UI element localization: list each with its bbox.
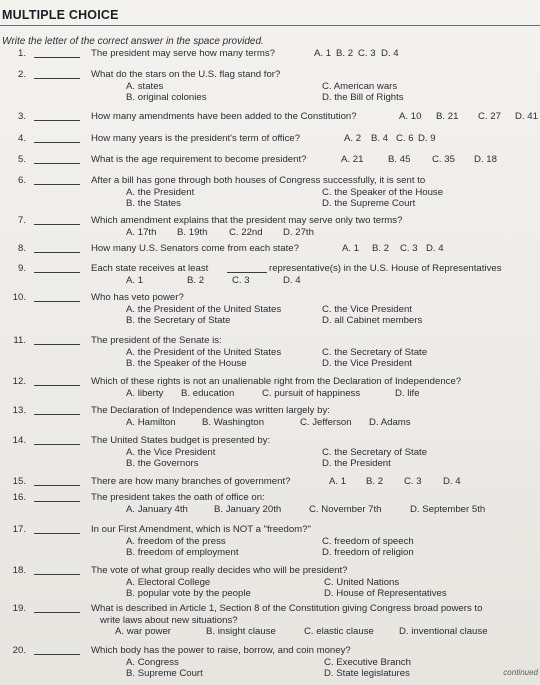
answer-blank[interactable]: [34, 272, 80, 273]
instructions: Write the letter of the correct answer in the space provided.: [2, 36, 264, 47]
answer-option: C. pursuit of happiness: [262, 387, 361, 399]
answer-option: B. January 20th: [214, 503, 282, 515]
question-number: 12.: [12, 376, 26, 387]
question-2: [0, 69, 540, 104]
answer-option: A. 1: [329, 476, 347, 487]
answer-option: D. House of Representatives: [324, 588, 447, 599]
question-text: There are how many branches of government?: [91, 476, 291, 487]
answer-option: A. Electoral College: [126, 576, 211, 588]
question-number: 17.: [12, 524, 26, 535]
answer-option: D. September 5th: [410, 503, 486, 515]
answer-option: A. 10: [399, 111, 422, 122]
question-5: [0, 154, 540, 166]
question-text: The vote of what group really decides who will be president?: [91, 565, 348, 576]
answer-option: C. United Nations: [324, 576, 400, 588]
answer-option: C. 3: [400, 243, 418, 254]
answer-option: B. Supreme Court: [126, 668, 203, 679]
answer-blank[interactable]: [34, 485, 80, 486]
question-number: 5.: [17, 154, 26, 165]
answer-option: B. the Governors: [126, 458, 199, 469]
question-text: The president of the Senate is:: [91, 335, 222, 346]
question-text: Each state receives at least: [91, 263, 209, 274]
answer-option: C. 35: [432, 154, 455, 165]
answer-blank[interactable]: [34, 224, 80, 225]
answer-option: A. war power: [115, 626, 171, 637]
answer-option: C. Executive Branch: [324, 656, 411, 668]
question-number: 1.: [17, 48, 26, 59]
answer-option: D. 4: [443, 476, 461, 487]
question-1: [0, 48, 540, 60]
answer-option: D. the Bill of Rights: [322, 92, 404, 103]
question-number: 6.: [17, 175, 26, 186]
answer-blank[interactable]: [34, 385, 80, 386]
answer-option: C. 27: [478, 111, 501, 122]
answer-option: C. American wars: [322, 80, 398, 92]
question-text: How many amendments have been added to the Constitution?: [91, 111, 357, 122]
answer-option: C. 3: [404, 476, 422, 487]
question-18: [0, 565, 540, 600]
question-8: [0, 243, 540, 255]
question-6: [0, 175, 540, 210]
answer-option: C. the Vice President: [322, 303, 412, 315]
answer-option: C. elastic clause: [304, 626, 374, 637]
question-number: 10.: [12, 292, 26, 303]
question-text: The president may serve how many terms?: [91, 48, 275, 59]
answer-blank[interactable]: [34, 120, 80, 121]
question-20: [0, 645, 540, 680]
question-text: The president takes the oath of office on:: [91, 492, 265, 503]
answer-option: D. 41: [515, 111, 538, 122]
answer-blank[interactable]: [34, 574, 80, 575]
answer-option: A. the President of the United States: [126, 346, 282, 358]
answer-option: B. 2: [187, 274, 205, 286]
question-text: How many U.S. Senators come from each state?: [91, 243, 299, 254]
answer-option: C. November 7th: [309, 503, 382, 515]
question-number: 18.: [12, 565, 26, 576]
question-number: 7.: [17, 215, 26, 226]
question-text: The Declaration of Independence was written largely by:: [91, 405, 330, 416]
question-13: [0, 405, 540, 428]
answer-blank[interactable]: [34, 142, 80, 143]
answer-option: C. 3: [358, 48, 376, 59]
answer-option: D. inventional clause: [399, 626, 488, 637]
answer-option: B. 4: [371, 133, 389, 144]
answer-option: B. 45: [388, 154, 411, 165]
question-number: 2.: [17, 69, 26, 80]
question-text: What is described in Article 1, Section 8 of the Constitution giving Congress broad powers to: [91, 603, 483, 614]
question-text: Who has veto power?: [91, 292, 184, 303]
answer-blank[interactable]: [34, 444, 80, 445]
question-11: [0, 335, 540, 370]
question-number: 4.: [17, 133, 26, 144]
answer-option: D. Adams: [369, 416, 411, 428]
question-14: [0, 435, 540, 470]
answer-blank[interactable]: [34, 533, 80, 534]
answer-blank[interactable]: [34, 57, 80, 58]
question-number: 20.: [12, 645, 26, 656]
question-10: [0, 292, 540, 327]
question-19: [0, 603, 540, 638]
answer-option: A. liberty: [126, 387, 164, 399]
question-12: [0, 376, 540, 399]
question-text: Which body has the power to raise, borrow, and coin money?: [91, 645, 351, 656]
answer-option: D. 4: [426, 243, 444, 254]
answer-option: A. January 4th: [126, 503, 188, 515]
question-number: 14.: [12, 435, 26, 446]
answer-option: A. 1: [342, 243, 360, 254]
question-number: 9.: [17, 263, 26, 274]
answer-option: A. the Vice President: [126, 446, 216, 458]
answer-option: A. 1: [314, 48, 332, 59]
answer-option: D. 18: [474, 154, 497, 165]
answer-option: A. Hamilton: [126, 416, 176, 428]
question-number: 11.: [13, 335, 26, 346]
question-9: [0, 263, 540, 286]
continued-note: continued: [503, 668, 538, 677]
answer-option: A. 1: [126, 274, 144, 286]
question-text: Which of these rights is not an unalienable right from the Declaration of Independence?: [91, 376, 462, 387]
answer-blank[interactable]: [34, 344, 80, 345]
answer-option: D. 4: [283, 274, 301, 286]
answer-option: C. the Secretary of State: [322, 346, 428, 358]
answer-blank[interactable]: [34, 654, 80, 655]
answer-option: B. 2: [366, 476, 384, 487]
answer-option: A. 17th: [126, 226, 157, 238]
answer-option: B. 19th: [177, 226, 208, 238]
answer-option: D. 9: [418, 133, 436, 144]
question-text-continued: write laws about new situations?: [100, 614, 238, 626]
answer-option: B. education: [181, 387, 235, 399]
answer-option: B. 21: [436, 111, 459, 122]
title-divider: [0, 25, 540, 26]
answer-blank[interactable]: [34, 301, 80, 302]
answer-blank[interactable]: [34, 612, 80, 613]
answer-option: D. freedom of religion: [322, 547, 414, 558]
answer-blank[interactable]: [34, 78, 80, 79]
answer-option: B. 2: [372, 243, 390, 254]
answer-option: B. 2: [336, 48, 354, 59]
question-number: 3.: [17, 111, 26, 122]
question-number: 13.: [12, 405, 26, 416]
section-title: MULTIPLE CHOICE: [2, 8, 119, 22]
answer-option: C. Jefferson: [300, 416, 352, 428]
question-7: [0, 215, 540, 238]
question-number: 15.: [12, 476, 26, 487]
question-number: 19.: [12, 603, 26, 614]
answer-blank[interactable]: [34, 501, 80, 502]
answer-option: C. freedom of speech: [322, 535, 414, 547]
answer-option: A. the President: [126, 186, 195, 198]
answer-blank[interactable]: [34, 184, 80, 185]
answer-option: D. the Supreme Court: [322, 198, 416, 209]
question-text: What do the stars on the U.S. flag stand for?: [91, 69, 281, 80]
question-17: [0, 524, 540, 559]
answer-option: B. the States: [126, 198, 181, 209]
fill-in-line: [227, 272, 267, 273]
answer-option: B. popular vote by the people: [126, 588, 251, 599]
question-text: How many years is the president's term of office?: [91, 133, 301, 144]
question-4: [0, 133, 540, 145]
question-text: What is the age requirement to become president?: [91, 154, 307, 165]
question-text: After a bill has gone through both houses of Congress successfully, it is sent to: [91, 175, 426, 186]
answer-option: B. Washington: [202, 416, 265, 428]
question-number: 8.: [17, 243, 26, 254]
answer-option: A. the President of the United States: [126, 303, 282, 315]
question-text: In our First Amendment, which is NOT a "freedom?": [91, 524, 311, 535]
answer-blank[interactable]: [34, 414, 80, 415]
answer-option: D. all Cabinet members: [322, 315, 423, 326]
answer-option: A. Congress: [126, 656, 179, 668]
answer-option: C. the Secretary of State: [322, 446, 428, 458]
answer-option: C. the Speaker of the House: [322, 186, 444, 198]
question-text: The United States budget is presented by:: [91, 435, 271, 446]
answer-option: A. freedom of the press: [126, 535, 226, 547]
answer-option: D. the President: [322, 458, 391, 469]
question-3: [0, 111, 540, 123]
question-15: [0, 476, 540, 488]
answer-option: C. 22nd: [229, 226, 263, 238]
answer-option: B. original colonies: [126, 92, 207, 103]
answer-option: C. 3: [232, 274, 250, 286]
answer-option: A. 2: [344, 133, 362, 144]
question-text: Which amendment explains that the president may serve only two terms?: [91, 215, 403, 226]
answer-option: D. 4: [381, 48, 399, 59]
answer-blank[interactable]: [34, 163, 80, 164]
answer-option: D. 27th: [283, 226, 314, 238]
answer-option: A. 21: [341, 154, 364, 165]
answer-option: B. insight clause: [206, 626, 276, 637]
answer-option: B. the Secretary of State: [126, 315, 231, 326]
answer-option: D. State legislatures: [324, 668, 410, 679]
question-number: 16.: [12, 492, 26, 503]
answer-option: A. states: [126, 80, 164, 92]
question-16: [0, 492, 540, 515]
answer-option: D. the Vice President: [322, 358, 412, 369]
answer-option: C. 6: [396, 133, 414, 144]
question-text-continued: representative(s) in the U.S. House of Representatives: [269, 263, 502, 274]
answer-option: B. freedom of employment: [126, 547, 239, 558]
answer-option: D. life: [395, 387, 420, 399]
answer-blank[interactable]: [34, 252, 80, 253]
answer-option: B. the Speaker of the House: [126, 358, 247, 369]
